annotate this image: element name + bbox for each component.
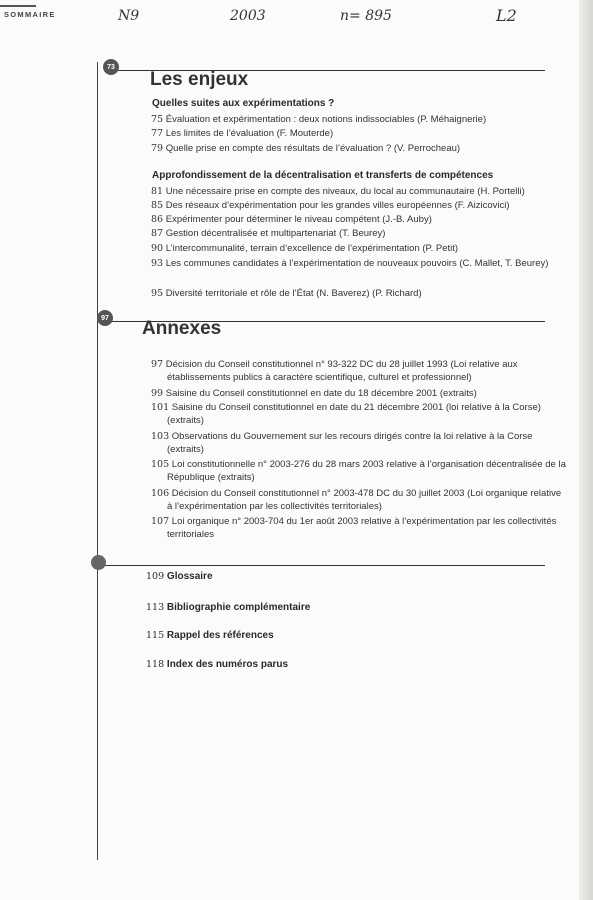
toc-entry: 105 Loi constitutionnelle n° 2003-276 du 28 mars 2003 relative à l’organisation décentralisée de la République (extraits): [151, 459, 566, 483]
subsection-heading: Quelles suites aux expérimentations ?: [152, 98, 335, 109]
toc-entry: 75 Évaluation et expérimentation : deux notions indissociables (P. Méhaignerie): [151, 114, 487, 125]
toc-entry: 107 Loi organique n° 2003-704 du 1er août 2003 relative à l’expérimentation par les collectivités territoriales: [151, 516, 557, 540]
toc-entry: 95 Diversité territoriale et rôle de l’État (N. Baverez) (P. Richard): [151, 288, 422, 299]
toc-extra-rappel: 115 Rappel des références: [146, 630, 274, 641]
toc-entry: 79 Quelle prise en compte des résultats de l’évaluation ? (V. Perrocheau): [151, 143, 461, 154]
section-tag: SOMMAIRE: [4, 10, 56, 19]
page-marker: 97: [97, 310, 113, 326]
toc-entry: 99 Saisine du Conseil constitutionnel en date du 18 décembre 2001 (extraits): [151, 388, 477, 399]
handwritten-note: 2003: [230, 8, 266, 24]
handwritten-note: L2: [496, 6, 517, 25]
toc-entry: 85 Des réseaux d’expérimentation pour les grandes villes européennes (F. Aizicovici): [151, 200, 510, 211]
page-edge-shadow: [579, 0, 593, 900]
toc-entry: 90 L’intercommunalité, terrain d’excellence de l’expérimentation (P. Petit): [151, 243, 459, 254]
toc-entry: 77 Les limites de l’évaluation (F. Mouterde): [151, 128, 334, 139]
toc-entry: 103 Observations du Gouvernement sur les recours dirigés contre la loi relative à la Corse (extraits): [151, 431, 533, 455]
section-title-annexes: Annexes: [142, 318, 222, 339]
toc-entry: 97 Décision du Conseil constitutionnel n° 93-322 DC du 28 juillet 1993 (Loi relative aux établissements publics à caractère scientifique, culturel et professionnel): [151, 359, 518, 383]
vertical-rule: [97, 62, 98, 860]
toc-entry: 86 Expérimenter pour déterminer le niveau compétent (J.-B. Auby): [151, 214, 432, 225]
toc-entry: 106 Décision du Conseil constitutionnel n° 2003-478 DC du 30 juillet 2003 (Loi organique relative à l’expérimentation par les collectivités territoriales): [151, 488, 562, 512]
handwritten-note: N9: [118, 8, 140, 24]
toc-entry: 87 Gestion décentralisée et multipartenariat (T. Beurey): [151, 228, 386, 239]
subsection-heading: Approfondissement de la décentralisation et transferts de compétences: [152, 170, 494, 181]
page-marker: 73: [103, 59, 119, 75]
page-marker: [91, 555, 106, 570]
toc-entry: 81 Une nécessaire prise en compte des niveaux, du local au communautaire (H. Portelli): [151, 186, 525, 197]
section-rule: [98, 565, 545, 566]
toc-entry: 101 Saisine du Conseil constitutionnel en date du 21 décembre 2001 (loi relative à la Corse) (extraits): [151, 402, 541, 426]
toc-extra-bibliographie: 113 Bibliographie complémentaire: [146, 602, 311, 613]
section-title-enjeux: Les enjeux: [150, 69, 249, 90]
handwritten-note: n= 895: [340, 8, 392, 24]
toc-extra-index: 118 Index des numéros parus: [146, 659, 289, 670]
header-rule: [0, 5, 36, 7]
toc-extra-glossaire: 109 Glossaire: [146, 571, 213, 582]
toc-entry: 93 Les communes candidates à l’expérimentation de nouveaux pouvoirs (C. Mallet, T. Beurey): [151, 258, 549, 269]
